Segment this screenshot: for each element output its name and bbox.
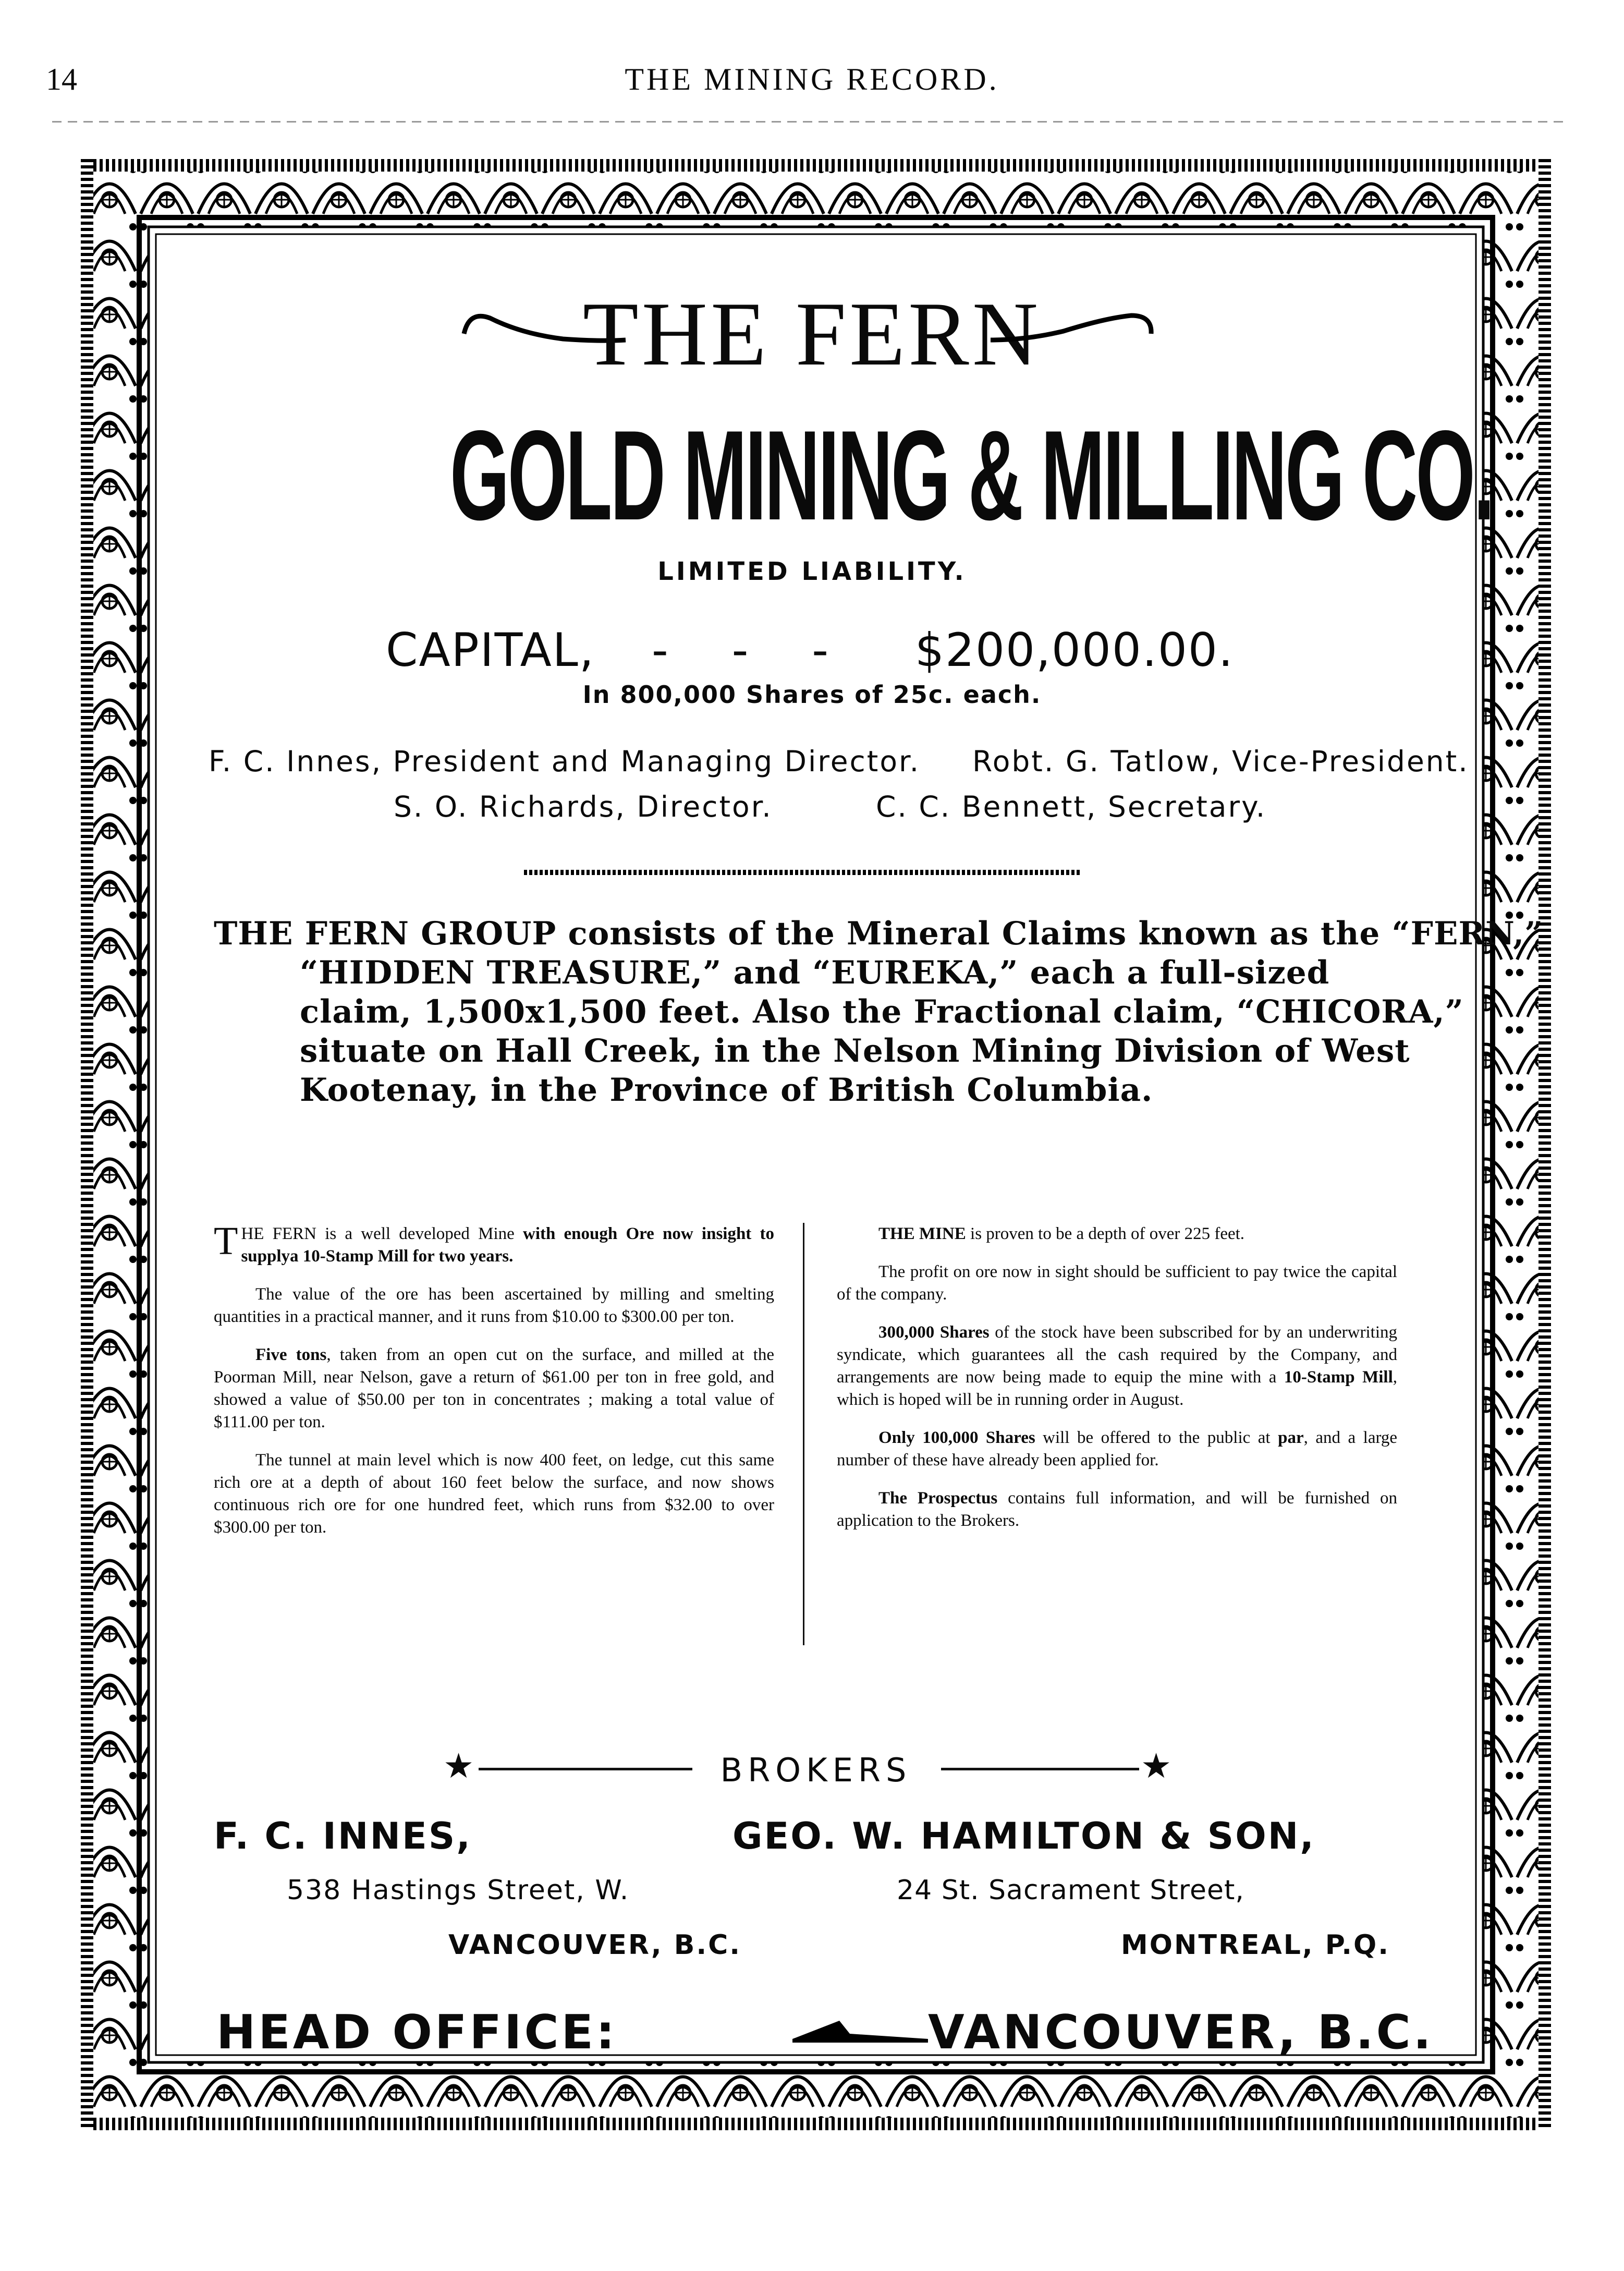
officer-director: S. O. Richards, Director. — [394, 790, 773, 823]
officer-president: F. C. Innes, President and Managing Director. — [209, 745, 921, 778]
right-paragraph: The profit on ore now in sight should be sufficient to pay twice the capital of the company. — [837, 1262, 1397, 1304]
right-p3-text: of the stock have been subscribed for by an underwriting syndicate, which guarantees all the cash required by the Company, and arrangements are now being made to equip the mine with a — [837, 1323, 1397, 1387]
column-divider — [803, 1223, 804, 1645]
officer-secretary: C. C. Bennett, Secretary. — [876, 790, 1267, 823]
right-p1-text: is proven to be a depth of over 225 feet. — [966, 1224, 1245, 1243]
right-paragraph — [837, 1321, 1397, 1411]
right-p5-bold: The Prospectus — [878, 1489, 998, 1508]
right-p3-bold: 300,000 Shares — [878, 1323, 990, 1342]
right-p5-text: contains full information, and will be furnished on application to the Brokers. — [837, 1489, 1397, 1530]
left-column — [214, 1219, 774, 1555]
left-p3-text: , taken from an open cut on the surface, and milled at the Poorman Mill, near Nelson, gave a return of $61.00 per ton in free gold, and showed a value of $50.00 per ton in concentrates ; making a total value of $111.00 per ton. — [214, 1345, 774, 1431]
left-p1-text: HE FERN is a well developed Mine — [241, 1224, 523, 1243]
header-rule — [52, 121, 1564, 123]
left-p1-bold: with enough Ore now insight to supplya 10-Stamp Mill for two years. — [241, 1224, 774, 1266]
officer-vice-president: Robt. G. Tatlow, Vice-President. — [972, 745, 1469, 778]
dotted-rule — [524, 870, 1082, 875]
running-title: THE MINING RECORD. — [625, 62, 999, 96]
group-paragraph-line: THE FERN GROUP consists of the Mineral Claims known as the “FERN,” — [214, 915, 1544, 952]
drop-cap: T — [214, 1219, 238, 1263]
right-column — [837, 1223, 1397, 1548]
title-the-fern: THE FERN — [582, 283, 1042, 384]
right-p4-bold: Only 100,000 Shares — [878, 1428, 1035, 1447]
capital-label: CAPITAL, — [386, 623, 595, 677]
broker-hamilton-street: 24 St. Sacrament Street, — [897, 1875, 1244, 1906]
head-office-label: HEAD OFFICE: — [216, 2005, 617, 2060]
right-p4-text2: , and a large number of these have already been applied for. — [837, 1428, 1398, 1470]
left-p3-bold: Five tons — [255, 1345, 327, 1364]
broker-hamilton-name: GEO. W. HAMILTON & SON, — [732, 1815, 1315, 1857]
capital-amount: $200,000.00. — [915, 623, 1234, 677]
star-icon: ★ — [443, 1746, 474, 1786]
left-paragraph: The tunnel at main level which is now 400 feet, on ledge, cut this same rich ore at a depth of about 160 feet below the surface, and now shows continuous rich ore for one hundred feet, which runs from $32.00 to over $300.00 per ton. — [214, 1451, 774, 1537]
brokers-heading: BROKERS — [720, 1751, 912, 1789]
capital-leader-dashes: - - - — [652, 623, 830, 677]
pointer-wedge-icon — [792, 2010, 928, 2047]
broker-innes-city: VANCOUVER, B.C. — [448, 1929, 742, 1961]
right-p3-text2: , which is hoped will be in running order in August. — [837, 1368, 1397, 1409]
group-paragraph-line: “HIDDEN TREASURE,” and “EUREKA,” each a full-sized — [300, 954, 1330, 991]
right-p3-bold2: 10-Stamp Mill — [1284, 1368, 1393, 1387]
group-paragraph-line: Kootenay, in the Province of British Columbia. — [300, 1072, 1153, 1109]
right-paragraph — [837, 1487, 1397, 1532]
group-paragraph-line: claim, 1,500x1,500 feet. Also the Fractional claim, “CHICORA,” — [300, 993, 1464, 1030]
broker-innes-name: F. C. INNES, — [214, 1815, 472, 1857]
right-p4-bold2: par — [1278, 1428, 1304, 1447]
star-icon: ★ — [1141, 1746, 1172, 1786]
shares-line: In 800,000 Shares of 25c. each. — [582, 681, 1042, 709]
left-paragraph — [214, 1344, 774, 1434]
page-number: 14 — [46, 62, 77, 96]
brokers-rule-right — [941, 1768, 1139, 1770]
right-paragraph — [837, 1223, 1397, 1245]
group-paragraph-line: situate on Hall Creek, in the Nelson Mining Division of West — [300, 1033, 1410, 1070]
head-office-city: VANCOUVER, B.C. — [928, 2005, 1434, 2060]
company-name-heading: GOLD MINING & MILLING CO. — [450, 404, 1493, 547]
right-paragraph — [837, 1427, 1397, 1472]
right-p4-text: will be offered to the public at — [1035, 1428, 1278, 1447]
right-p1-bold: THE MINE — [878, 1224, 966, 1243]
left-paragraph: The value of the ore has been ascertained by milling and smelting quantities in a practical manner, and it runs from $10.00 to $300.00 per ton. — [214, 1285, 774, 1326]
limited-liability: LIMITED LIABILITY. — [657, 557, 967, 586]
left-paragraph — [214, 1219, 774, 1268]
broker-hamilton-city: MONTREAL, P.Q. — [1121, 1929, 1390, 1961]
broker-innes-street: 538 Hastings Street, W. — [287, 1875, 630, 1906]
swash-right-ornament — [985, 302, 1157, 349]
brokers-rule-left — [479, 1768, 692, 1770]
